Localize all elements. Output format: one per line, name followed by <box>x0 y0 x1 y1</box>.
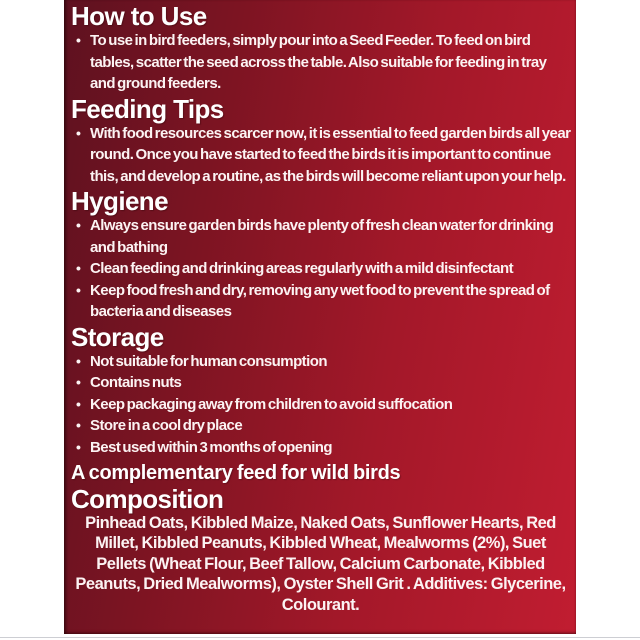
section-heading-feeding-tips: Feeding Tips <box>71 93 224 124</box>
bullet-item: • With food resources scarcer now, it is essential to feed garden birds all year round. Once you have started to feed the birds it is important to continue this, and develop a routine, as the birds will become reliant upon your help. <box>90 123 572 188</box>
bullet-item: • Keep food fresh and dry, removing any wet food to prevent the spread of bacteria and diseases <box>90 280 572 323</box>
section-heading-how-to-use: How to Use <box>71 1 207 31</box>
product-label-panel <box>64 0 576 634</box>
bullet-item: • Keep packaging away from children to avoid suffocation <box>90 394 572 416</box>
how-to-use-bullet-list <box>69 30 572 95</box>
bullet-item: • Best used within 3 months of opening <box>90 437 572 459</box>
section-heading-composition: Composition <box>71 484 224 514</box>
bullet-item: • Store in a cool dry place <box>90 415 572 437</box>
bullet-item: • To use in bird feeders, simply pour into a Seed Feeder. To feed on bird tables, scatter the seed across the table. Also suitable for feeding in tray and ground feeders. <box>90 30 572 95</box>
hygiene-bullet-list <box>69 215 572 323</box>
complementary-feed-tagline: A complementary feed for wild birds <box>71 462 401 484</box>
storage-bullet-list <box>69 351 572 459</box>
section-heading-hygiene: Hygiene <box>71 186 168 216</box>
bullet-item: • Contains nuts <box>90 372 572 394</box>
section-heading-storage: Storage <box>71 321 164 352</box>
bottom-divider-line <box>0 637 640 639</box>
bullet-item: • Not suitable for human consumption <box>90 351 572 373</box>
feeding-tips-bullet-list <box>69 123 572 188</box>
composition-ingredients-text: Pinhead Oats, Kibbled Maize, Naked Oats, Sunflower Hearts, Red Millet, Kibbled Peanuts, Kibbled Wheat, Mealworms (2%), Suet Pellets (Wheat Flour, Beef Tallow, Calcium Carbonate, Kibbled Peanuts, Dried Mealworms), Oyster Shell Grit . Additives: Glycerine, Colourant. <box>75 514 566 614</box>
bullet-item: • Always ensure garden birds have plenty of fresh clean water for drinking and bathing <box>90 215 572 258</box>
bullet-item: • Clean feeding and drinking areas regularly with a mild disinfectant <box>90 258 572 280</box>
